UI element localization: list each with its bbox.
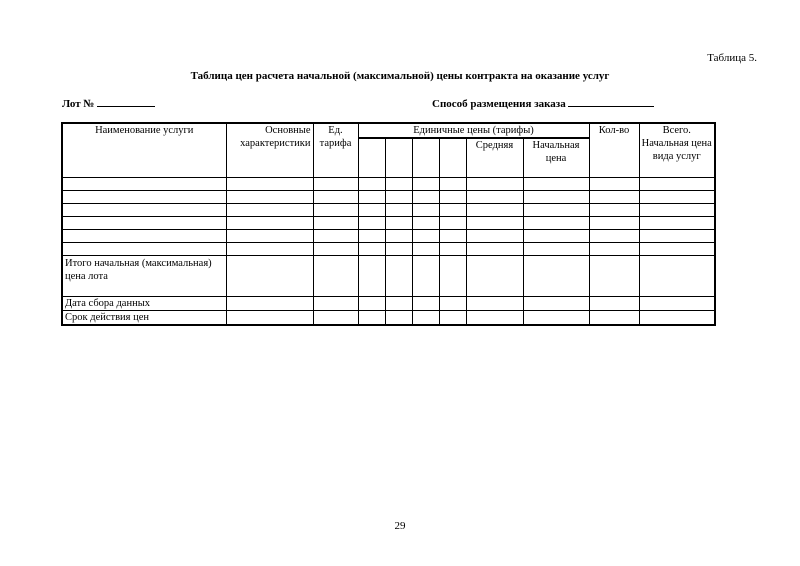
total-label: Итого начальная (максимальная) цена лота	[62, 256, 226, 297]
col-tariff-unit: Ед. тарифа	[313, 123, 358, 178]
table-row	[62, 243, 715, 256]
col-average: Средняя	[466, 138, 523, 178]
table-row	[62, 204, 715, 217]
col-service-name: Наименование услуги	[62, 123, 226, 178]
table-row	[62, 217, 715, 230]
header-row-1	[62, 123, 715, 138]
total-row	[62, 256, 715, 297]
price-validity-label: Срок действия цен	[62, 311, 226, 326]
lot-field	[62, 96, 155, 110]
col-characteristics: Основные характеристики	[226, 123, 313, 178]
table-row	[62, 191, 715, 204]
lot-label: Лот №	[62, 98, 95, 110]
data-date-label: Дата сбора данных	[62, 297, 226, 311]
col-initial-price: Начальная цена	[523, 138, 589, 178]
page-number: 29	[394, 520, 406, 532]
price-table	[61, 122, 716, 326]
col-quantity: Кол-во	[589, 123, 639, 178]
col-total: Всего. Начальная цена вида услуг	[639, 123, 715, 178]
price-validity-row	[62, 311, 715, 326]
col-unit-prices: Единичные цены (тарифы)	[358, 123, 589, 138]
price-subcol-1	[358, 138, 385, 178]
data-date-row	[62, 297, 715, 311]
price-subcol-3	[412, 138, 439, 178]
placement-method-field	[432, 96, 654, 110]
placement-method-blank	[568, 96, 654, 107]
price-subcol-4	[439, 138, 466, 178]
placement-method-label: Способ размещения заказа	[432, 98, 566, 110]
table-row	[62, 230, 715, 243]
table-number: Таблица 5.	[707, 52, 757, 64]
document-title: Таблица цен расчета начальной (максимальной) цены контракта на оказание услуг	[190, 70, 610, 82]
price-subcol-2	[385, 138, 412, 178]
lot-blank	[97, 96, 155, 107]
table-row	[62, 178, 715, 191]
